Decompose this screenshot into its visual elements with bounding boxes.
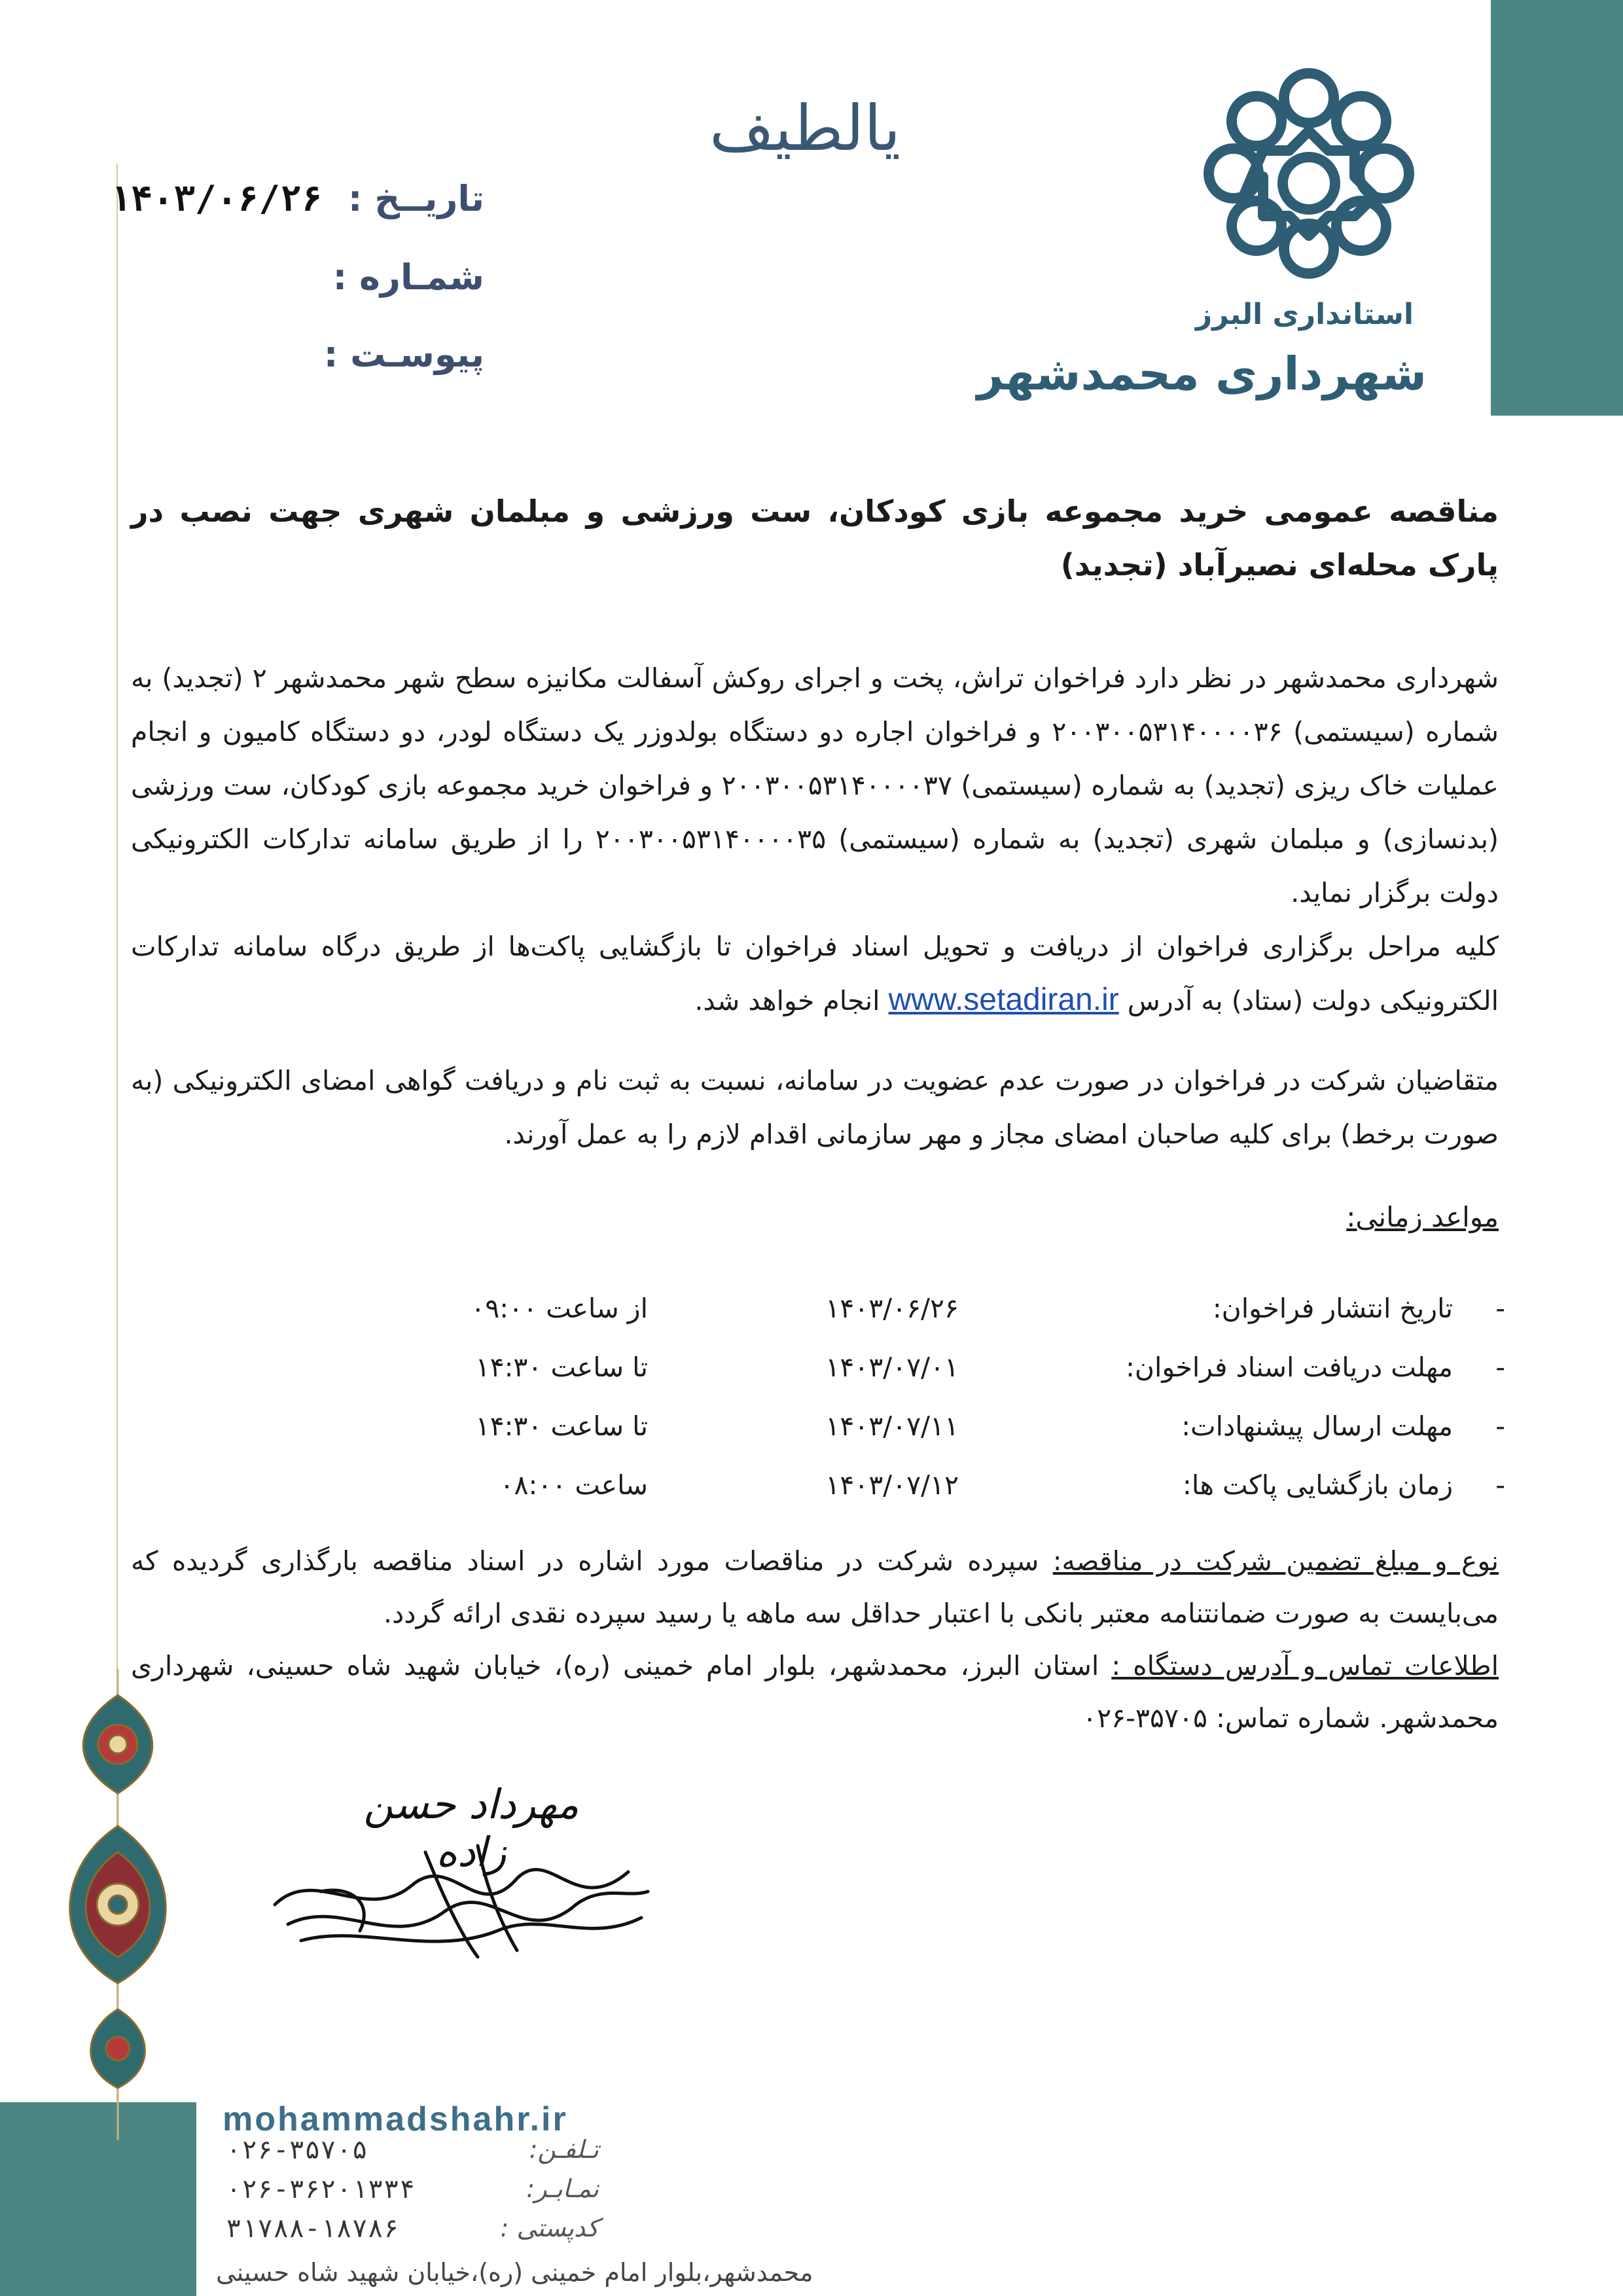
footer-phone-label: تـلفـن: bbox=[529, 2135, 599, 2164]
deadline-bullet: - bbox=[1495, 1293, 1505, 1324]
deadline-row bbox=[157, 1352, 1505, 1404]
footer-postal: ۳۱۷۸۸-۱۸۷۸۶ bbox=[226, 2214, 399, 2244]
municipality-logo bbox=[1178, 62, 1440, 285]
deadline-bullet: - bbox=[1495, 1352, 1505, 1383]
deadline-label: زمان بازگشایی پاکت ها: bbox=[1183, 1469, 1453, 1501]
guarantee-text: سپرده شرکت در مناقصات مورد اشاره در اسناد مناقصه بارگذاری گردیده که می‌بایست به صورت ضمانتنامه معتبر بانکی با اعتبار حداقل سه ماهه یا رسید سپرده نقدی ارائه گردد. bbox=[131, 1545, 1499, 1629]
setad-link[interactable]: www.setadiran.ir bbox=[888, 982, 1119, 1017]
deadline-bullet: - bbox=[1495, 1410, 1505, 1442]
deadline-row bbox=[157, 1469, 1505, 1522]
deadline-time: از ساعت ۰۹:۰۰ bbox=[471, 1293, 648, 1324]
deadline-time: تا ساعت ۱۴:۳۰ bbox=[475, 1352, 648, 1383]
deadline-row bbox=[157, 1293, 1505, 1345]
deadline-date: ۱۴۰۳/۰۶/۲۶ bbox=[825, 1293, 959, 1324]
date-line bbox=[110, 178, 484, 219]
deadline-date: ۱۴۰۳/۰۷/۱۲ bbox=[825, 1469, 959, 1501]
footer-address: محمدشهر،بلوار امام خمینی (ره)،خیابان شهید شاه حسینی bbox=[216, 2258, 813, 2287]
signature bbox=[262, 1826, 654, 1977]
deadline-bullet: - bbox=[1495, 1469, 1505, 1501]
invocation: یالطیف bbox=[709, 92, 901, 165]
guarantee-label: نوع و مبلغ تضمین شرکت در مناقصه: bbox=[1052, 1545, 1499, 1577]
tender-title: مناقصه عمومی خرید مجموعه بازی کودکان، ست ورزشی و مبلمان شهری جهت نصب در پارک محله‌ای نصیرآباد (تجدید) bbox=[131, 493, 1499, 583]
contact-label: اطلاعات تماس و آدرس دستگاه : bbox=[1111, 1650, 1499, 1681]
footer-postal-label: کدپستی : bbox=[500, 2214, 599, 2242]
contact-text: استان البرز، محمدشهر، بلوار امام خمینی (ره)، خیابان شهید شاه حسینی، شهرداری محمدشهر. شماره تماس: ۳۵۷۰۵-۰۲۶ bbox=[131, 1650, 1499, 1734]
org-name: شهرداری محمدشهر bbox=[976, 347, 1427, 401]
announcement-paragraph bbox=[131, 651, 1499, 1028]
deadline-time: تا ساعت ۱۴:۳۰ bbox=[475, 1410, 648, 1442]
date-label: تاریــخ : bbox=[348, 178, 484, 219]
attachment-line bbox=[324, 334, 484, 375]
deadline-label: مهلت دریافت اسناد فراخوان: bbox=[1126, 1352, 1453, 1383]
date-value: ۱۴۰۳/۰۶/۲۶ bbox=[109, 178, 323, 219]
applicants-paragraph: متقاضیان شرکت در فراخوان در صورت عدم عضویت در سامانه، نسبت به ثبت نام و دریافت گواهی امضای الکترونیکی (به صورت برخط) برای کلیه صاحبان امضای مجاز و مهر سازمانی اقدام لازم را به عمل آورند. bbox=[131, 1065, 1499, 1150]
deadline-time: ساعت ۰۸:۰۰ bbox=[499, 1469, 648, 1501]
deadline-label: مهلت ارسال پیشنهادات: bbox=[1181, 1410, 1453, 1442]
number-line bbox=[333, 257, 484, 298]
header-band bbox=[1491, 0, 1623, 416]
portal-text-post: انجام خواهد شد. bbox=[694, 985, 880, 1016]
signatory-name: مهرداد حسن زاده bbox=[363, 1780, 579, 1876]
deadline-row bbox=[157, 1410, 1505, 1463]
attachment-label: پیوسـت : bbox=[323, 334, 484, 375]
footer-fax: ۰۲۶-۳۶۲۰۱۳۳۴ bbox=[226, 2174, 415, 2204]
deadline-date: ۱۴۰۳/۰۷/۱۱ bbox=[825, 1410, 959, 1442]
deadline-date: ۱۴۰۳/۰۷/۰۱ bbox=[825, 1352, 959, 1383]
deadlines-heading: مواعد زمانی: bbox=[1346, 1201, 1499, 1233]
footer-website[interactable]: mohammadshahr.ir bbox=[223, 2100, 568, 2138]
footer-phone: ۰۲۶-۳۵۷۰۵ bbox=[226, 2135, 368, 2165]
guarantee-paragraph bbox=[131, 1535, 1499, 1640]
ornament-decoration bbox=[46, 1669, 190, 2140]
contact-paragraph bbox=[131, 1640, 1499, 1744]
footer-fax-label: نمـابـر: bbox=[526, 2174, 599, 2203]
portal-text bbox=[131, 920, 1499, 1028]
announcement-text: شهرداری محمدشهر در نظر دارد فراخوان تراش، پخت و اجرای روکش آسفالت مکانیزه سطح شهر محمدشهر ۲ (تجدید) به شماره (سیستمی) ۲۰۰۳۰۰۵۳۱۴۰۰۰۰۳۶ و فراخوان اجاره دو دستگاه بولدوزر یک دستگاه لودر، دو دستگاه کامیون و انجام عملیات خاک ریزی (تجدید) به شماره (سیستمی) ۲۰۰۳۰۰۵۳۱۴۰۰۰۰۳۷ و فراخوان خرید مجموعه بازی کودکان، ست ورزشی (بدنسازی) و مبلمان شهری (تجدید) به شماره (سیستمی) ۲۰۰۳۰۰۵۳۱۴۰۰۰۰۳۵ را از طریق سامانه تدارکات الکترونیکی دولت برگزار نماید. bbox=[131, 662, 1499, 908]
number-label: شمـاره : bbox=[332, 257, 484, 298]
portal-text-pre: کلیه مراحل برگزاری فراخوان از دریافت و تحویل اسناد فراخوان تا بازگشایی پاکت‌ها از طریق درگاه سامانه تدارکات الکترونیکی دولت (ستاد) به آدرس bbox=[131, 931, 1499, 1016]
deadline-label: تاریخ انتشار فراخوان: bbox=[1212, 1293, 1453, 1324]
org-province: استانداری البرز bbox=[1195, 298, 1414, 331]
